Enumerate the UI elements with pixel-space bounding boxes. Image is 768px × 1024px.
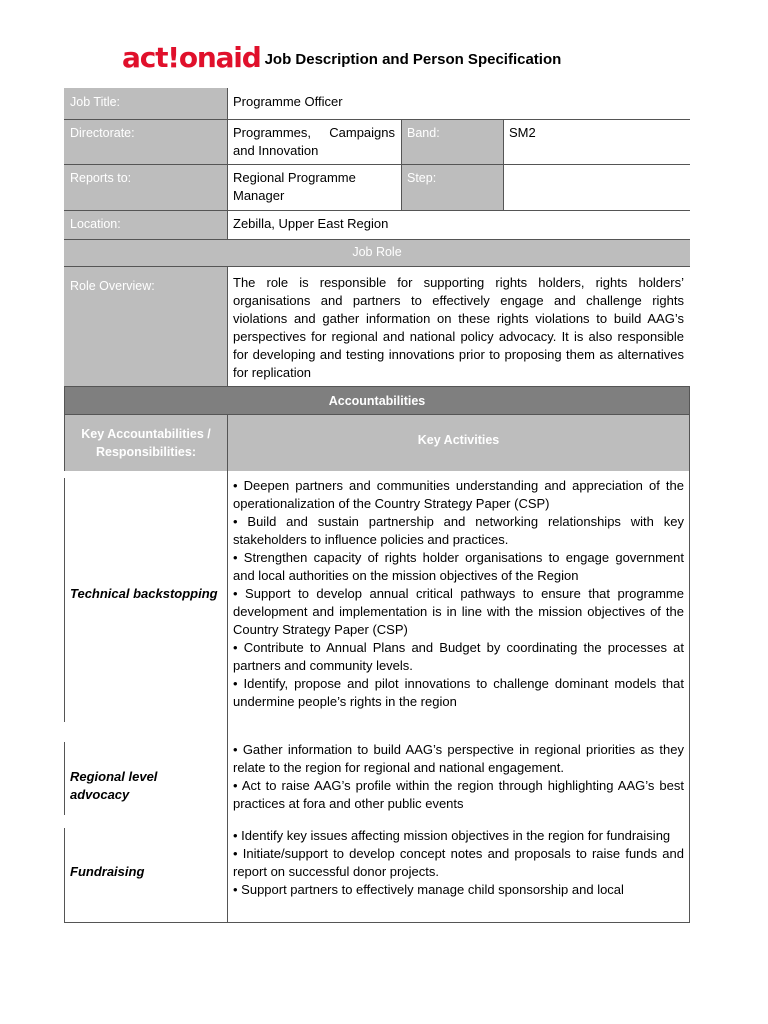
- activity-item: • Support to develop annual critical pathways to ensure that programme development and implementation is in line with the mission objectives of the Country Strategy Paper (CSP): [233, 586, 684, 637]
- job-role-header: Job Role: [64, 239, 690, 266]
- activity-item: • Identify, propose and pilot innovations to challenge dominant models that undermine people’s rights in the region: [233, 676, 684, 709]
- activity-list: [227, 741, 690, 813]
- grid-line: [401, 119, 402, 210]
- band-label: Band:: [401, 119, 503, 164]
- location-label: Location:: [64, 210, 227, 239]
- accountability-name: Technical backstopping: [70, 586, 218, 601]
- step-value: [503, 164, 690, 210]
- reports-to-label: Reports to:: [64, 164, 227, 210]
- directorate-value: Programmes, Campaigns and Innovation: [227, 119, 401, 164]
- grid-line: [64, 266, 690, 267]
- grid-line: [64, 239, 690, 240]
- grid-line: [227, 266, 228, 386]
- activity-item: • Deepen partners and communities understanding and appreciation of the operationalization of the Country Strategy Paper (CSP): [233, 478, 684, 511]
- grid-line: [64, 210, 690, 211]
- step-label: Step:: [401, 164, 503, 210]
- activity-item: • Initiate/support to develop concept notes and proposals to raise funds and report on successful donor projects.: [233, 846, 684, 879]
- grid-line: [64, 164, 690, 165]
- job-title-label: Job Title:: [64, 88, 227, 119]
- grid-line: [227, 88, 228, 239]
- activity-item: • Act to raise AAG’s profile within the region through highlighting AAG’s best practices at fora and other public events: [233, 778, 684, 811]
- accountability-name: Regional level advocacy: [70, 769, 158, 802]
- directorate-label: Directorate:: [64, 119, 227, 164]
- role-overview-label: Role Overview:: [64, 266, 227, 386]
- grid-line: [64, 478, 65, 722]
- key-accountabilities-header: Key Accountabilities / Responsibilities:: [64, 415, 227, 471]
- accountabilities-header: Accountabilities: [64, 386, 690, 415]
- accountability-name: Fundraising: [70, 864, 145, 879]
- grid-line: [227, 471, 228, 923]
- activity-item: • Gather information to build AAG’s perspective in regional priorities as they relate to the region for regional and national engagement.: [233, 742, 684, 775]
- grid-line: [689, 471, 690, 923]
- grid-line: [64, 742, 65, 815]
- location-value: Zebilla, Upper East Region: [227, 210, 690, 239]
- band-value: SM2: [503, 119, 690, 164]
- activity-item: • Support partners to effectively manage child sponsorship and local: [233, 882, 624, 897]
- job-title-value: Programme Officer: [227, 88, 690, 119]
- key-activities-header: Key Activities: [227, 415, 690, 471]
- grid-line: [503, 119, 504, 210]
- role-overview-value: The role is responsible for supporting rights holders, rights holders’ organisations and partners to effectively engage and challenge rights violations and gather information on these rights violations to build AAG’s perspectives for regional and national policy advocacy. It is also responsible for developing and testing innovations prior to proposing them as alternatives for replication: [227, 266, 690, 386]
- actionaid-logo: act!onaid: [122, 41, 261, 74]
- activity-item: • Identify key issues affecting mission objectives in the region for fundraising: [233, 828, 671, 843]
- activity-item: • Contribute to Annual Plans and Budget by coordinating the processes at partners and community levels.: [233, 640, 684, 673]
- grid-line: [64, 119, 690, 120]
- activity-item: • Strengthen capacity of rights holder organisations to engage government and local authorities on the mission objectives of the Region: [233, 550, 684, 583]
- document-title: Job Description and Person Specification: [264, 51, 562, 68]
- activity-list: [227, 477, 690, 711]
- activity-item: • Build and sustain partnership and networking relationships with key stakeholders to influence policies and practices.: [233, 514, 684, 547]
- document-header: [122, 40, 561, 72]
- grid-line: [64, 922, 690, 923]
- reports-to-value: Regional Programme Manager: [227, 164, 401, 210]
- grid-line: [64, 828, 65, 923]
- activity-list: [227, 827, 690, 899]
